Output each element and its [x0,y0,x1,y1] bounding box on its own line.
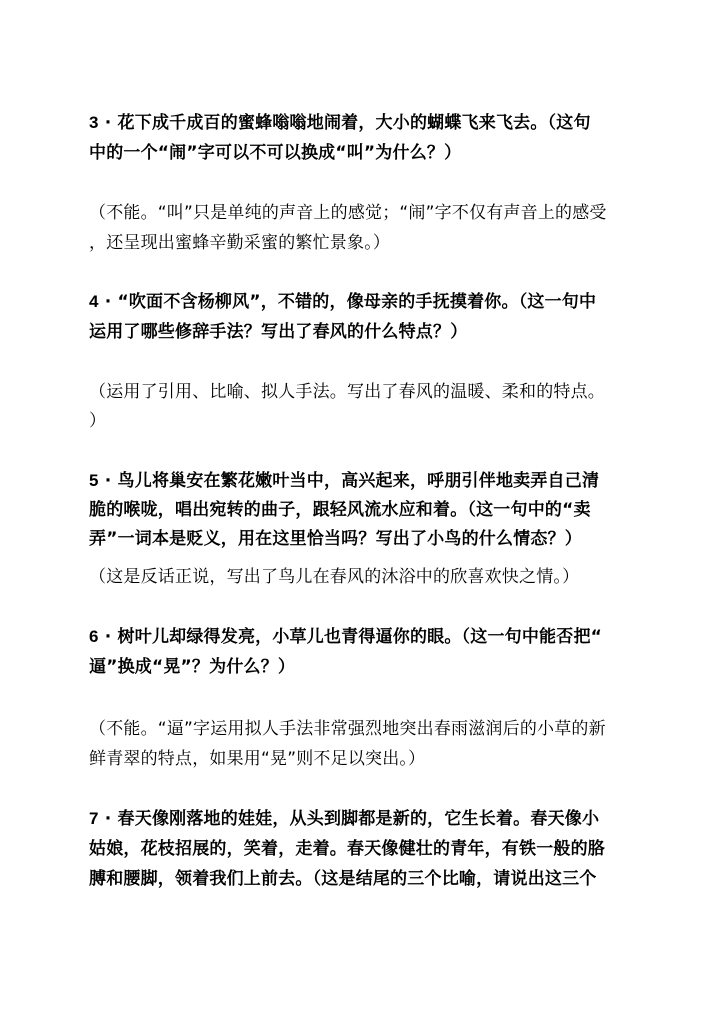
question-text: · 花下成千成百的蜜蜂嗡嗡地闹着，大小的蝴蝶飞来飞去。（这句 [104,113,591,133]
answer-6-line-1: （不能。“逼”字运用拟人手法非常强烈地突出春雨滋润后的小草的新 [89,719,606,739]
question-7-line-2: 姑娘，花枝招展的，笑着，走着。春天像健壮的青年，有铁一般的胳 [89,839,605,859]
answer-5-line-1: （这是反话正说，写出了鸟儿在春风的沐浴中的欣喜欢快之情。） [89,567,580,587]
question-5-line-3: 弄”一词本是贬义，用在这里恰当吗？写出了小鸟的什么情态？） [89,529,582,549]
question-3-line-1 [89,108,649,138]
question-7-line-1 [89,804,649,834]
answer-3-line-2: ，还呈现出蜜蜂辛勤采蜜的繁忙景象。） [89,233,391,253]
question-number: 5 [89,471,99,490]
question-text: · 鸟儿将巢安在繁花嫩叶当中，高兴起来，呼朋引伴地卖弄自己清 [104,471,600,491]
question-number: 3 [89,113,99,132]
answer-6-line-2: 鲜青翠的特点，如果用“晃”则不足以突出。） [89,749,426,769]
answer-3-line-1: （不能。“叫”只是单纯的声音上的感觉；“闹”字不仅有声音上的感受 [89,203,607,223]
question-5-line-1 [89,466,649,496]
question-text: · 树叶儿却绿得发亮，小草儿也青得逼你的眼。（这一句中能否把“ [104,627,603,647]
question-7-line-3: 膊和腰脚，领着我们上前去。（这是结尾的三个比喻，请说出这三个 [89,869,597,889]
question-number: 4 [89,292,99,311]
question-3-line-2: 中的一个“闹”字可以不可以换成“叫”为什么？） [89,143,462,163]
answer-4-line-1: （运用了引用、比喻、拟人手法。写出了春风的温暖、柔和的特点。 [89,382,605,402]
question-number: 6 [89,627,99,646]
answer-4-line-2: ） [89,411,107,431]
question-text: · “吹面不含杨柳风”，不错的，像母亲的手抚摸着你。（这一句中 [104,292,597,312]
question-4-line-1 [89,287,649,317]
question-5-line-2: 脆的喉咙，唱出宛转的曲子，跟轻风流水应和着。（这一句中的“卖 [89,500,591,520]
question-number: 7 [89,809,99,828]
question-text: · 春天像刚落地的娃娃，从头到脚都是新的，它生长着。春天像小 [104,809,600,829]
question-4-line-2: 运用了哪些修辞手法？写出了春风的什么特点？） [89,322,468,342]
question-6-line-2: 逼”换成“晃”？为什么？） [89,657,296,677]
question-6-line-1 [89,622,649,652]
